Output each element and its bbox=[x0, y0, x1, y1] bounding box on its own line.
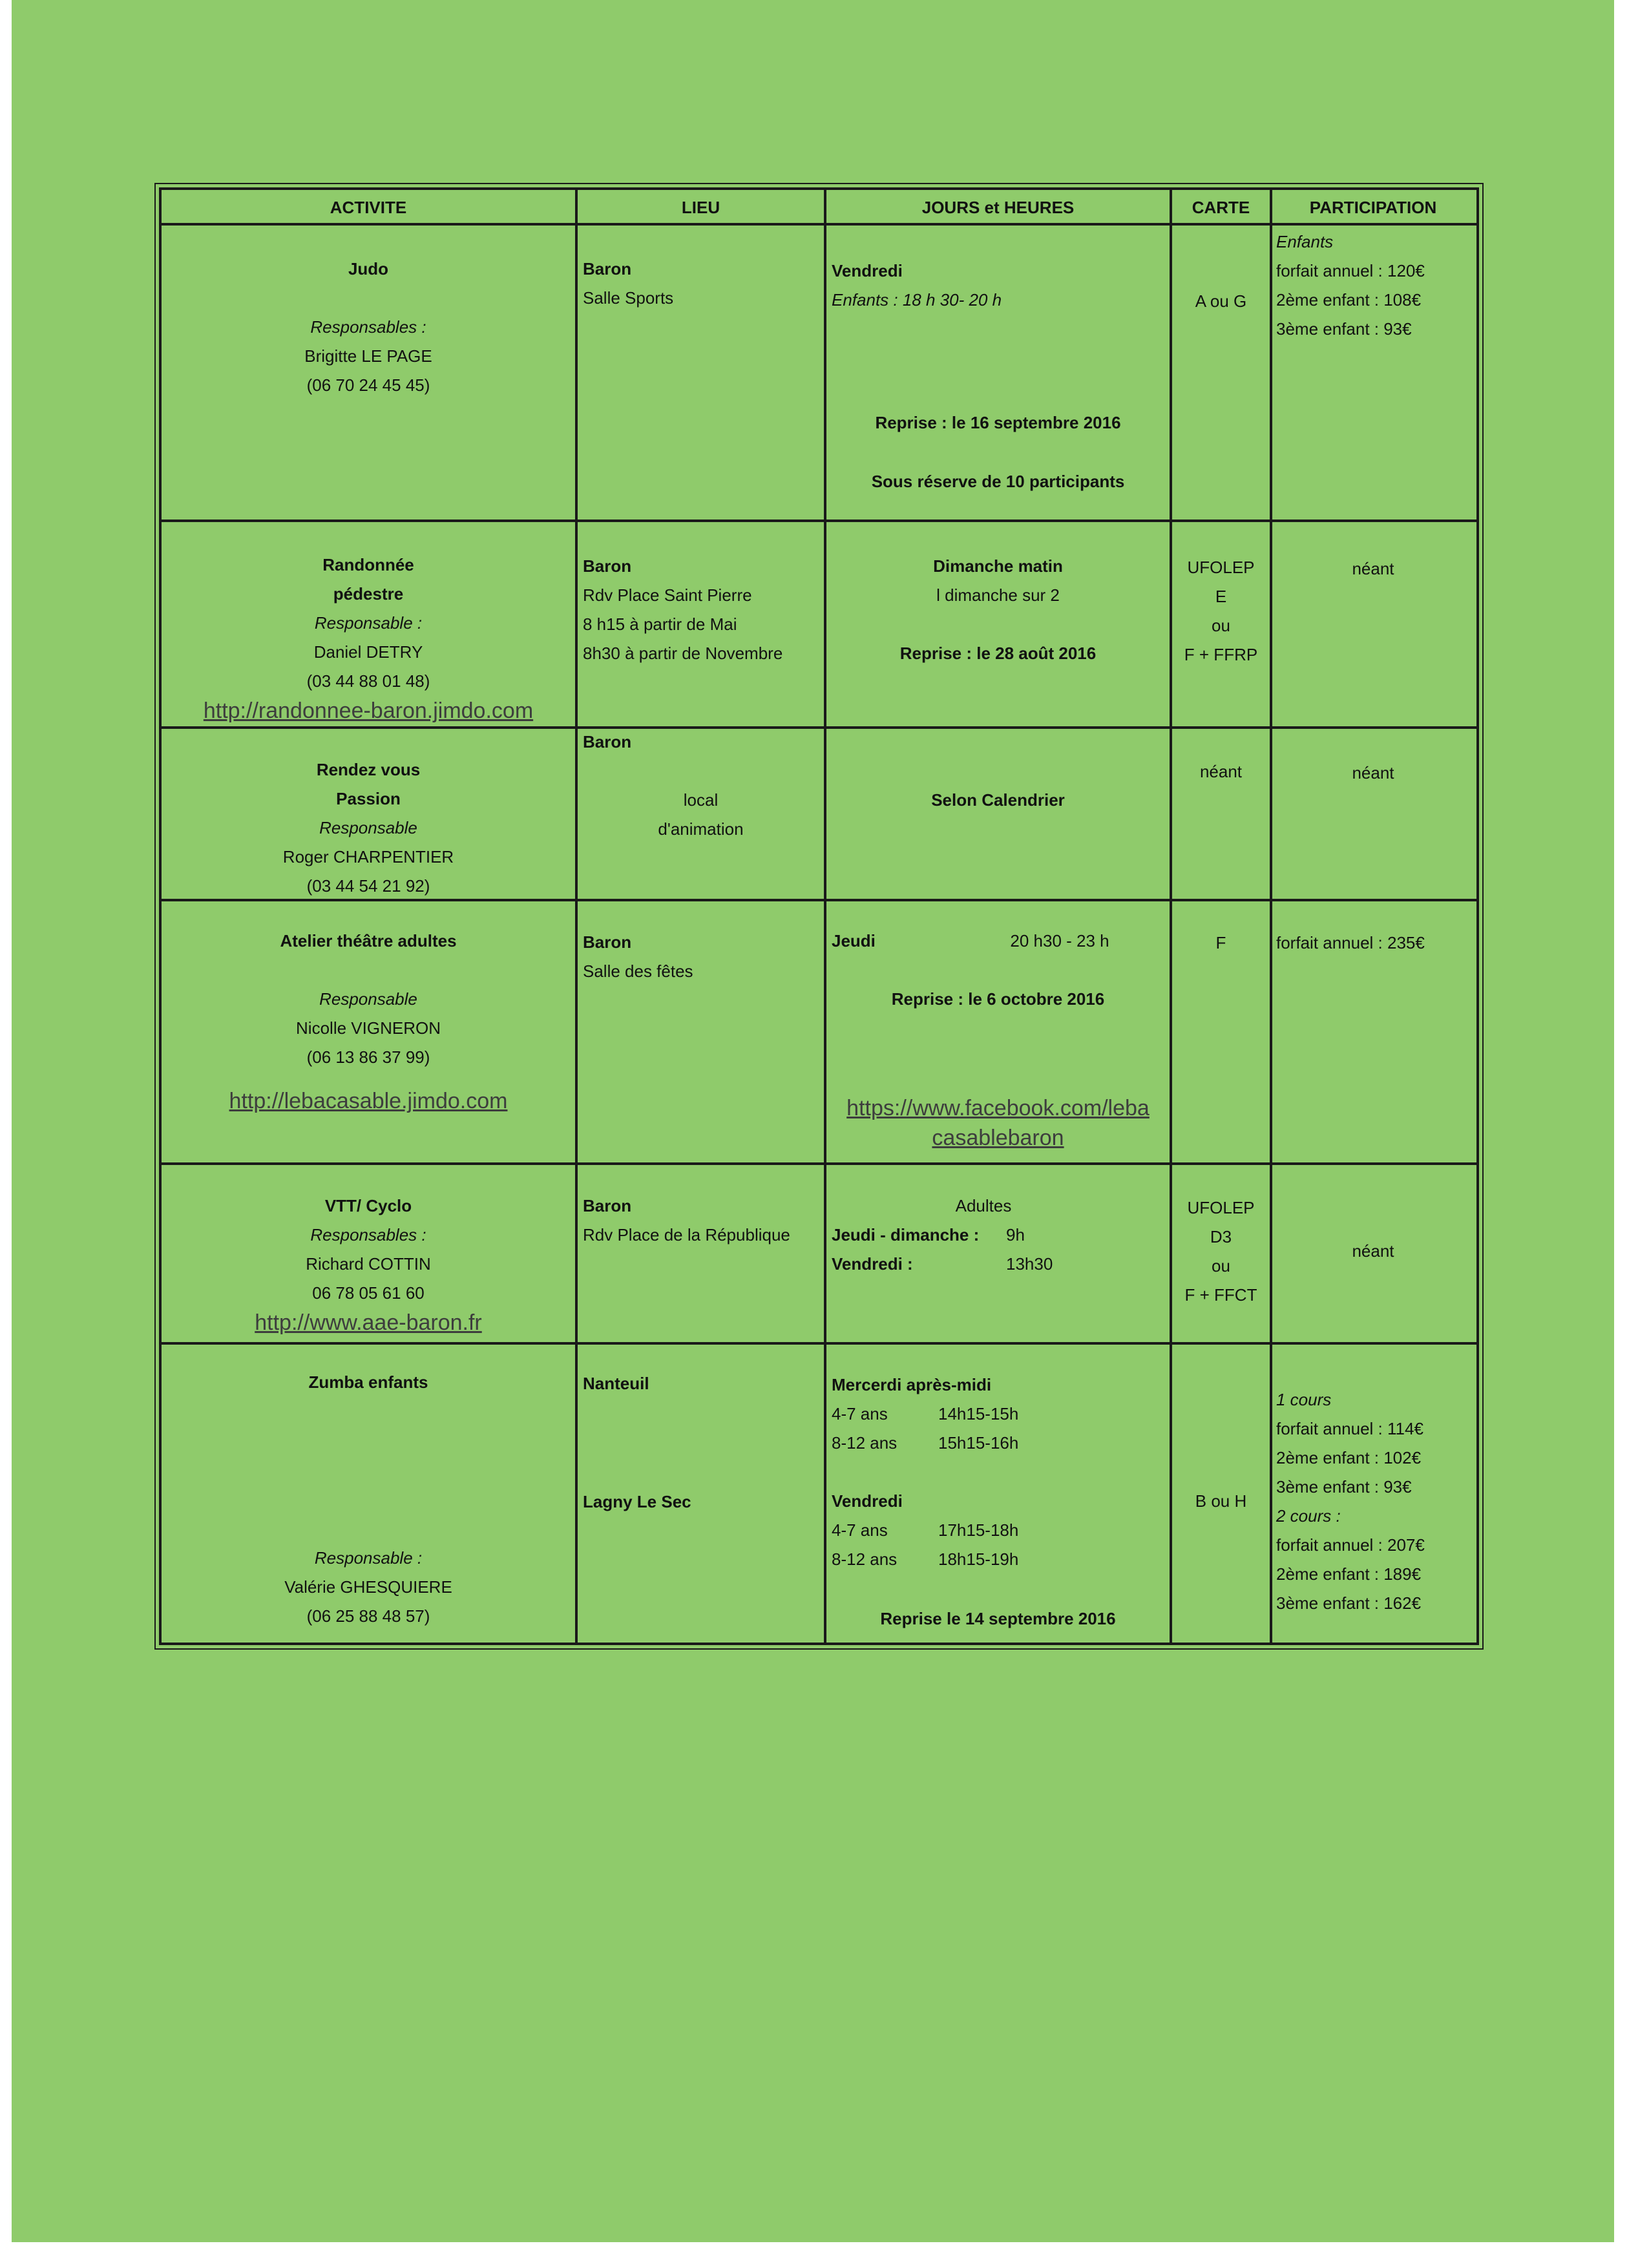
zumba-participation-cell bbox=[1276, 1385, 1425, 1618]
activity-name: Randonnée bbox=[322, 555, 414, 574]
randonnee-activite-cell bbox=[162, 551, 575, 726]
jours-line bbox=[832, 1516, 1168, 1545]
facebook-link-line2[interactable]: casablebaron bbox=[932, 1126, 1064, 1150]
participation-line: 2ème enfant : 108€ bbox=[1276, 290, 1422, 310]
zumba-reprise: Reprise le 14 septembre 2016 bbox=[880, 1609, 1116, 1628]
judo-reprise: Reprise : le 16 septembre 2016 bbox=[875, 413, 1121, 432]
lieu-line: Rdv Place Saint Pierre bbox=[583, 585, 752, 605]
lieu-place: Rdv Place de la République bbox=[583, 1225, 790, 1244]
randonnee-lieu-cell bbox=[583, 552, 782, 668]
lieu-town: Baron bbox=[583, 556, 632, 576]
jours-reprise: Reprise : le 28 août 2016 bbox=[899, 644, 1097, 663]
row-divider bbox=[162, 1162, 1476, 1165]
theatre-reprise: Reprise : le 6 octobre 2016 bbox=[891, 989, 1105, 1009]
jours-day: Mercerdi après-midi bbox=[832, 1375, 992, 1394]
jours-day: Vendredi : bbox=[832, 1254, 913, 1274]
column-divider bbox=[575, 190, 578, 1643]
column-divider bbox=[1270, 190, 1272, 1643]
participation-line: 3ème enfant : 93€ bbox=[1276, 1477, 1412, 1496]
theatre-activite-cell bbox=[162, 927, 575, 1116]
responsable-phone: (06 70 24 45 45) bbox=[306, 375, 430, 395]
responsable-label: Responsable bbox=[319, 818, 417, 837]
judo-activite-cell bbox=[162, 255, 575, 400]
theatre-carte: F bbox=[1215, 933, 1226, 952]
website-link[interactable]: http://lebacasable.jimdo.com bbox=[229, 1089, 508, 1113]
carte-line: ou bbox=[1212, 1256, 1230, 1276]
header-lieu: LIEU bbox=[681, 198, 720, 217]
jours-line bbox=[832, 1545, 1168, 1574]
website-link[interactable]: http://www.aae-baron.fr bbox=[255, 1310, 482, 1335]
lieu-town: Baron bbox=[583, 732, 632, 751]
jours-day: Vendredi bbox=[832, 1491, 903, 1511]
zumba-activity-name: Zumba enfants bbox=[308, 1372, 428, 1392]
time-slot: 17h15-18h bbox=[938, 1520, 1019, 1540]
theatre-participation: forfait annuel : 235€ bbox=[1276, 933, 1425, 952]
randonnee-carte-cell bbox=[1172, 553, 1270, 669]
lieu-town: Baron bbox=[583, 259, 632, 278]
activity-name-line2: Passion bbox=[336, 789, 401, 808]
carte-line: UFOLEP bbox=[1187, 558, 1255, 577]
jours-line bbox=[832, 1250, 1135, 1279]
jours-day: Jeudi - dimanche : bbox=[832, 1225, 980, 1244]
responsable-phone: 06 78 05 61 60 bbox=[312, 1283, 425, 1303]
age-group: 8-12 ans bbox=[832, 1549, 898, 1569]
age-group: 8-12 ans bbox=[832, 1433, 898, 1453]
activity-name-line2: pédestre bbox=[333, 584, 404, 604]
green-sheet bbox=[12, 0, 1614, 2242]
judo-participation-cell bbox=[1276, 227, 1425, 344]
activity-name: Judo bbox=[348, 259, 389, 278]
carte-line: D3 bbox=[1210, 1227, 1232, 1246]
jours-line bbox=[832, 1221, 1135, 1250]
jours-hour: 13h30 bbox=[1006, 1254, 1053, 1274]
time-slot: 18h15-19h bbox=[938, 1549, 1019, 1569]
participation-title: 2 cours : bbox=[1276, 1506, 1341, 1526]
rdv-passion-jours: Selon Calendrier bbox=[931, 790, 1065, 810]
participation-title: 1 cours bbox=[1276, 1390, 1332, 1409]
participation-line: forfait annuel : 207€ bbox=[1276, 1535, 1425, 1555]
lieu-line: 8h30 à partir de Novembre bbox=[583, 644, 783, 663]
jours-frequency: l dimanche sur 2 bbox=[936, 585, 1060, 605]
responsable-name: Roger CHARPENTIER bbox=[282, 847, 454, 866]
jours-title: Adultes bbox=[955, 1196, 1012, 1215]
website-link[interactable]: http://randonnee-baron.jimdo.com bbox=[203, 698, 534, 723]
activity-name: VTT/ Cyclo bbox=[324, 1196, 412, 1215]
participation-line: 3ème enfant : 162€ bbox=[1276, 1593, 1422, 1613]
rdv-passion-activite-cell bbox=[162, 755, 575, 901]
participation-line: 2ème enfant : 102€ bbox=[1276, 1448, 1422, 1467]
judo-jours-cell bbox=[832, 257, 1002, 315]
responsable-name: Nicolle VIGNERON bbox=[296, 1018, 441, 1038]
lieu-town: Baron bbox=[583, 932, 632, 952]
vtt-activite-cell bbox=[162, 1192, 575, 1338]
theatre-facebook-cell bbox=[826, 1093, 1170, 1153]
lieu-place: Salle Sports bbox=[583, 288, 674, 308]
carte-line: F + FFRP bbox=[1184, 645, 1258, 664]
age-group: 4-7 ans bbox=[832, 1520, 888, 1540]
judo-note: Sous réserve de 10 participants bbox=[871, 472, 1125, 491]
header-participation: PARTICIPATION bbox=[1309, 198, 1437, 217]
vtt-lieu-cell bbox=[583, 1192, 790, 1250]
zumba-lieu-town: Nanteuil bbox=[583, 1374, 649, 1393]
responsable-label: Responsable : bbox=[314, 613, 423, 633]
jours-day: Vendredi bbox=[832, 261, 903, 280]
activity-name: Atelier théâtre adultes bbox=[280, 931, 457, 950]
carte-line: E bbox=[1215, 587, 1227, 606]
lieu-line: local bbox=[683, 790, 719, 810]
header-carte: CARTE bbox=[1192, 198, 1250, 217]
header-jours: JOURS et HEURES bbox=[921, 198, 1075, 217]
header-activite: ACTIVITE bbox=[330, 198, 407, 217]
responsable-phone: (03 44 88 01 48) bbox=[306, 671, 430, 691]
activity-name: Rendez vous bbox=[316, 760, 421, 779]
participation-title: Enfants bbox=[1276, 232, 1334, 251]
participation-line: forfait annuel : 114€ bbox=[1276, 1419, 1423, 1438]
vtt-jours-cell bbox=[832, 1192, 1135, 1279]
rdv-passion-carte: néant bbox=[1199, 762, 1243, 781]
judo-lieu-cell bbox=[583, 255, 673, 313]
facebook-link[interactable]: https://www.facebook.com/leba bbox=[846, 1096, 1150, 1120]
rdv-passion-lieu-cell bbox=[578, 786, 824, 844]
jours-day: Dimanche matin bbox=[933, 556, 1063, 576]
zumba-carte: B ou H bbox=[1195, 1491, 1247, 1511]
zumba-lieu-town2: Lagny Le Sec bbox=[583, 1492, 691, 1511]
participation-line: forfait annuel : 120€ bbox=[1276, 261, 1425, 280]
zumba-responsable-cell bbox=[162, 1544, 575, 1631]
rdv-passion-participation: néant bbox=[1352, 763, 1394, 782]
theatre-jours-hours: 20 h30 - 23 h bbox=[1010, 931, 1109, 950]
lieu-town: Baron bbox=[583, 1196, 632, 1215]
activities-table bbox=[159, 187, 1479, 1645]
judo-carte: A ou G bbox=[1195, 291, 1247, 311]
responsable-name: Richard COTTIN bbox=[306, 1254, 431, 1274]
row-divider bbox=[162, 520, 1476, 522]
responsable-phone: (03 44 54 21 92) bbox=[306, 876, 430, 896]
responsable-label: Responsables : bbox=[310, 317, 426, 337]
carte-line: ou bbox=[1212, 616, 1230, 635]
responsable-label: Responsables : bbox=[310, 1225, 426, 1244]
responsable-phone: (06 13 86 37 99) bbox=[306, 1047, 430, 1067]
time-slot: 15h15-16h bbox=[938, 1433, 1019, 1453]
responsable-name: Brigitte LE PAGE bbox=[304, 346, 432, 366]
responsable-name: Daniel DETRY bbox=[313, 642, 423, 662]
participation-line: 3ème enfant : 93€ bbox=[1276, 319, 1412, 339]
row-divider bbox=[162, 1342, 1476, 1345]
lieu-line: d'animation bbox=[658, 819, 744, 839]
column-divider bbox=[1170, 190, 1172, 1643]
jours-hour: 9h bbox=[1006, 1225, 1025, 1244]
age-group: 4-7 ans bbox=[832, 1404, 888, 1423]
jours-hours: Enfants : 18 h 30- 20 h bbox=[832, 290, 1002, 310]
theatre-jours-day: Jeudi bbox=[832, 931, 876, 950]
theatre-lieu-cell bbox=[583, 928, 693, 986]
time-slot: 14h15-15h bbox=[938, 1404, 1019, 1423]
lieu-place: Salle des fêtes bbox=[583, 961, 693, 981]
row-divider bbox=[162, 726, 1476, 729]
lieu-line: 8 h15 à partir de Mai bbox=[583, 614, 737, 634]
vtt-participation: néant bbox=[1352, 1241, 1394, 1261]
responsable-label: Responsable : bbox=[314, 1548, 423, 1568]
carte-line: UFOLEP bbox=[1187, 1198, 1255, 1217]
randonnee-participation: néant bbox=[1352, 559, 1394, 578]
responsable-label: Responsable bbox=[319, 989, 417, 1009]
jours-line bbox=[832, 1429, 1168, 1458]
vtt-carte-cell bbox=[1172, 1193, 1270, 1310]
zumba-jours-cell bbox=[832, 1370, 1168, 1574]
participation-line: 2ème enfant : 189€ bbox=[1276, 1564, 1422, 1584]
responsable-name: Valérie GHESQUIERE bbox=[284, 1577, 452, 1597]
jours-line bbox=[832, 1400, 1168, 1429]
carte-line: F + FFCT bbox=[1184, 1285, 1257, 1305]
randonnee-jours-cell bbox=[826, 552, 1170, 668]
responsable-phone: (06 25 88 48 57) bbox=[306, 1606, 430, 1626]
